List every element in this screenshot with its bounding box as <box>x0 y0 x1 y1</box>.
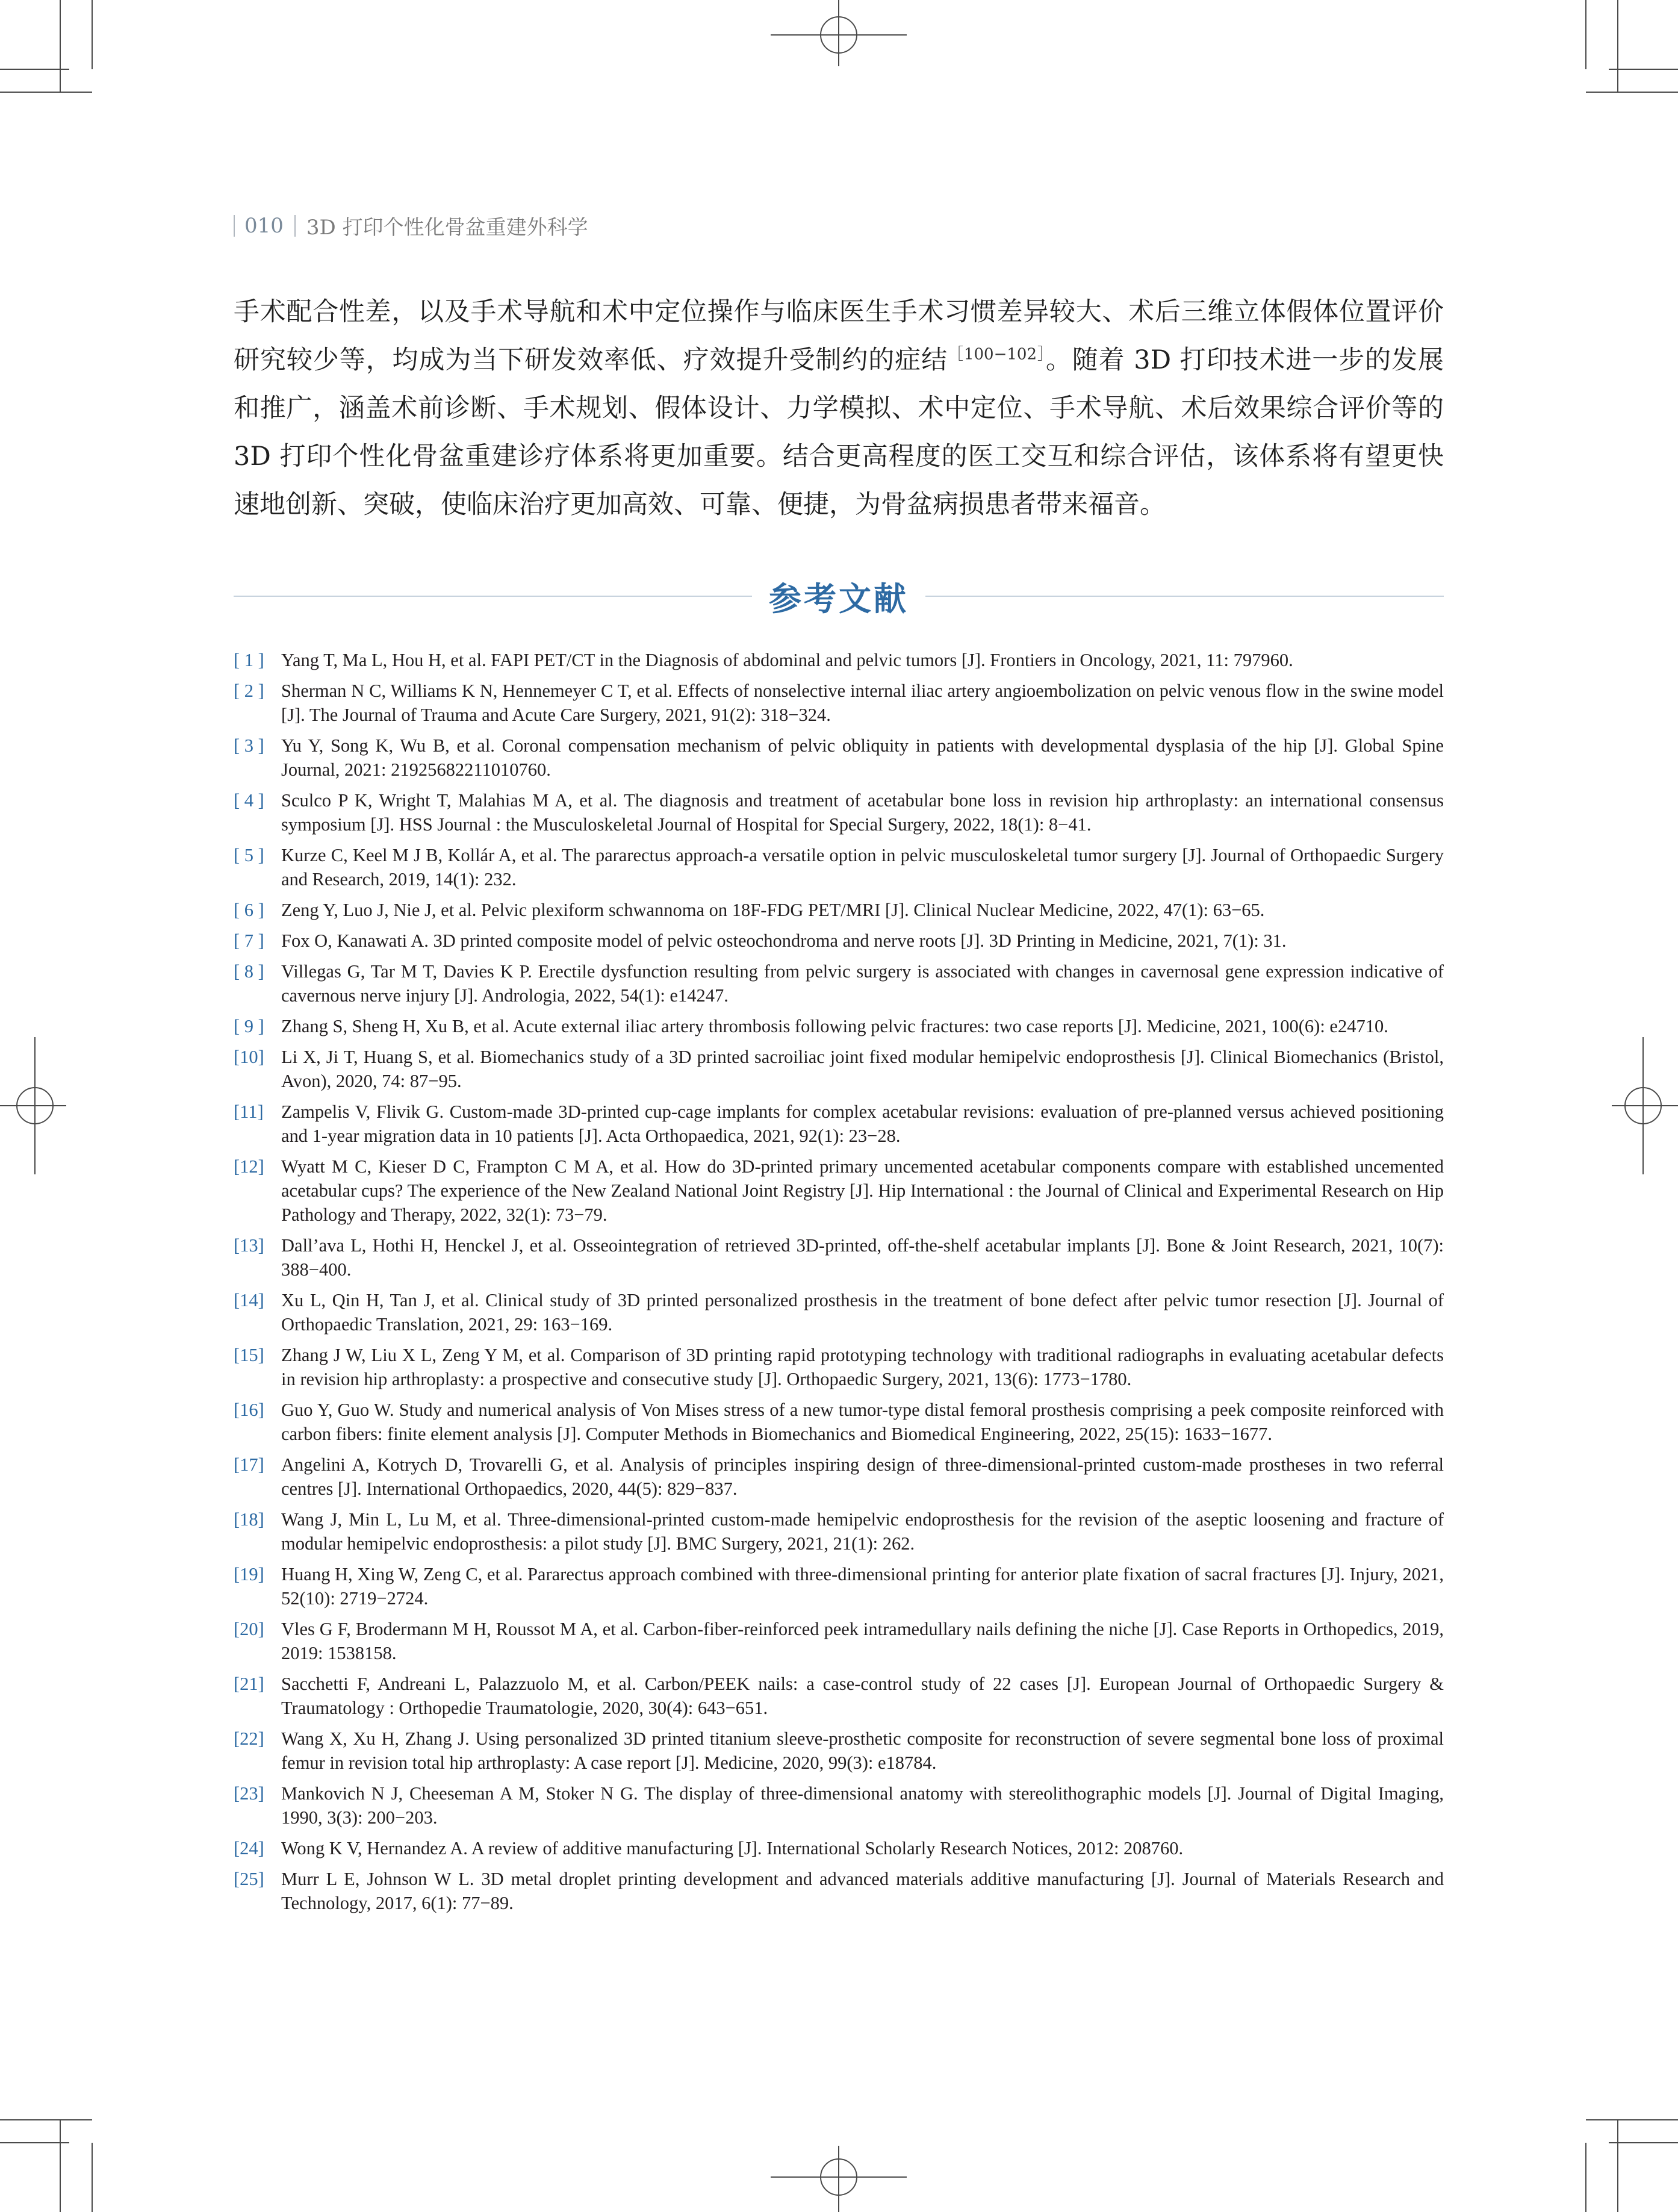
reference-text: Villegas G, Tar M T, Davies K P. Erectile dysfunction resulting from pelvic surgery is associated with changes in cavernosal gene expression indicative of cavernous nerve injury [J]. Andrologia, 2022, 54(1): e14247. <box>281 961 1444 1006</box>
reference-text: Xu L, Qin H, Tan J, et al. Clinical study of 3D printed personalized prosthesis in the treatment of bone defect after pelvic tumor resection [J]. Journal of Orthopaedic Translation, 2021, 29: 163−169. <box>281 1290 1444 1335</box>
reference-text: Sacchetti F, Andreani L, Palazzuolo M, et al. Carbon/PEEK nails: a case-control study of 22 cases [J]. European Journal of Orthopaedic Surgery & Traumatology : Orthopedie Traumatologie, 2020, 30(4): 643−651. <box>281 1674 1444 1718</box>
reference-number: [11] <box>234 1101 264 1122</box>
reference-number: [15] <box>234 1345 264 1365</box>
reference-number: [ 4 ] <box>234 790 264 811</box>
reference-number: [ 9 ] <box>234 1016 264 1036</box>
reference-text: Wyatt M C, Kieser D C, Frampton C M A, et al. How do 3D-printed primary uncemented acetabular components compare with established uncemented acetabular cups? The experience of the New Zealand National Joint Registry [J]. Hip International : the Journal of Clinical and Experimental Research on Hip Pathology and Therapy, 2022, 32(1): 73−79. <box>281 1156 1444 1225</box>
references-heading-row <box>234 572 1444 620</box>
reference-item <box>234 1562 1444 1610</box>
reference-text: Yang T, Ma L, Hou H, et al. FAPI PET/CT in the Diagnosis of abdominal and pelvic tumors [J]. Frontiers in Oncology, 2021, 11: 797960. <box>281 650 1293 670</box>
reference-text: Zhang J W, Liu X L, Zeng Y M, et al. Comparison of 3D printing rapid prototyping technology with traditional radiographs in evaluating acetabular defects in revision hip arthroplasty: a prospective and consecutive study [J]. Orthopaedic Surgery, 2021, 13(6): 1773−1780. <box>281 1345 1444 1389</box>
reference-text: Zeng Y, Luo J, Nie J, et al. Pelvic plexiform schwannoma on 18F-FDG PET/MRI [J]. Clinical Nuclear Medicine, 2022, 47(1): 63−65. <box>281 900 1265 920</box>
reference-number: [25] <box>234 1869 264 1889</box>
reference-number: [21] <box>234 1674 264 1694</box>
reference-number: [18] <box>234 1509 264 1530</box>
reference-text: Angelini A, Kotrych D, Trovarelli G, et al. Analysis of principles inspiring design of three-dimensional-printed custom-made prostheses in two referral centres [J]. International Orthopaedics, 2020, 44(5): 829−837. <box>281 1454 1444 1499</box>
reference-number: [12] <box>234 1156 264 1177</box>
reference-item <box>234 1045 1444 1093</box>
reference-number: [ 7 ] <box>234 930 264 951</box>
reference-item <box>234 1014 1444 1038</box>
reference-number: [ 6 ] <box>234 900 264 920</box>
reference-text: Dall’ava L, Hothi H, Henckel J, et al. Osseointegration of retrieved 3D-printed, off-the-shelf acetabular implants [J]. Bone & Joint Research, 2021, 10(7): 388−400. <box>281 1235 1444 1280</box>
reference-number: [19] <box>234 1564 264 1584</box>
citation-superscript: ［100−102］ <box>948 345 1046 364</box>
reference-text: Wang X, Xu H, Zhang J. Using personalized 3D printed titanium sleeve-prosthetic composite for reconstruction of severe segmental bone loss of proximal femur in revision total hip arthroplasty: A case report [J]. Medicine, 2020, 99(3): e18784. <box>281 1728 1444 1773</box>
paragraph-text: 。随着 3D 打印技术进一步的发展和推广，涵盖术前诊断、手术规划、假体设计、力学模拟、术中定位、手术导航、术后效果综合评价等的 3D 打印个性化骨盆重建诊疗体系将更加重要。结合更高程度的医工交互和综合评估，该体系将有望更快速地创新、突破，使临床治疗更加高效、可靠、便捷，为骨盆病损患者带来福音。 <box>234 345 1444 520</box>
reference-text: Sherman N C, Williams K N, Hennemeyer C T, et al. Effects of nonselective internal iliac artery angioembolization on pelvic venous flow in the swine model [J]. The Journal of Trauma and Acute Care Surgery, 2021, 91(2): 318−324. <box>281 681 1444 725</box>
reference-number: [ 5 ] <box>234 845 264 865</box>
reference-item <box>234 1398 1444 1446</box>
reference-number: [ 3 ] <box>234 735 264 756</box>
reference-item <box>234 1343 1444 1391</box>
reference-item <box>234 1727 1444 1775</box>
reference-number: [16] <box>234 1400 264 1420</box>
reference-item <box>234 788 1444 837</box>
reference-item <box>234 1867 1444 1915</box>
reference-item <box>234 843 1444 891</box>
page-number: 010 <box>244 213 284 238</box>
reference-number: [23] <box>234 1783 264 1804</box>
reference-text: Wang J, Min L, Lu M, et al. Three-dimensional-printed custom-made hemipelvic endoprosthesis for the revision of the aseptic loosening and fracture of modular hemipelvic endoprosthesis: a pilot study [J]. BMC Surgery, 2021, 21(1): 262. <box>281 1509 1444 1554</box>
reference-item <box>234 1617 1444 1665</box>
reference-text: Vles G F, Brodermann M H, Roussot M A, et al. Carbon-fiber-reinforced peek intramedullary nails defining the niche [J]. Case Reports in Orthopedics, 2019, 2019: 1538158. <box>281 1619 1444 1663</box>
reference-number: [20] <box>234 1619 264 1639</box>
reference-text: Kurze C, Keel M J B, Kollár A, et al. The pararectus approach-a versatile option in pelvic musculoskeletal tumor surgery [J]. Journal of Orthopaedic Surgery and Research, 2019, 14(1): 232. <box>281 845 1444 889</box>
reference-text: Sculco P K, Wright T, Malahias M A, et al. The diagnosis and treatment of acetabular bone loss in revision hip arthroplasty: an international consensus symposium [J]. HSS Journal : the Musculoskeletal Journal of Hospital for Special Surgery, 2022, 18(1): 8−41. <box>281 790 1444 835</box>
heading-rule-right <box>925 596 1444 597</box>
reference-item <box>234 679 1444 727</box>
reference-text: Wong K V, Hernandez A. A review of additive manufacturing [J]. International Scholarly Research Notices, 2012: 208760. <box>281 1838 1184 1858</box>
reference-text: Guo Y, Guo W. Study and numerical analysis of Von Mises stress of a new tumor-type distal femoral prosthesis comprising a peek composite reinforced with carbon fibers: finite element analysis [J]. Computer Methods in Biomechanics and Biomedical Engineering, 2022, 25(15): 1633−1677. <box>281 1400 1444 1444</box>
reference-item <box>234 1507 1444 1556</box>
reference-item <box>234 648 1444 672</box>
reference-text: Li X, Ji T, Huang S, et al. Biomechanics study of a 3D printed sacroiliac joint fixed modular hemipelvic endoprosthesis [J]. Clinical Biomechanics (Bristol, Avon), 2020, 74: 87−95. <box>281 1047 1444 1091</box>
reference-number: [ 8 ] <box>234 961 264 982</box>
reference-number: [ 2 ] <box>234 681 264 701</box>
reference-number: [22] <box>234 1728 264 1749</box>
reference-text: Zhang S, Sheng H, Xu B, et al. Acute external iliac artery thrombosis following pelvic fractures: two case reports [J]. Medicine, 2021, 100(6): e24710. <box>281 1016 1388 1036</box>
reference-item <box>234 959 1444 1008</box>
paragraph-text: 手术配合性差，以及手术导航和术中定位操作与临床医生手术习惯差异较大、术后三维立体假体位置评价研究较少等，均成为当下研发效率低、疗效提升受制约的症结 <box>234 297 1444 375</box>
reference-list <box>234 648 1444 1922</box>
reference-item <box>234 1453 1444 1501</box>
reference-item <box>234 898 1444 922</box>
reference-number: [13] <box>234 1235 264 1256</box>
reference-number: [14] <box>234 1290 264 1310</box>
running-header <box>234 211 588 240</box>
reference-text: Fox O, Kanawati A. 3D printed composite model of pelvic osteochondroma and nerve roots [J]. 3D Printing in Medicine, 2021, 7(1): 31. <box>281 930 1287 951</box>
heading-rule-left <box>234 596 752 597</box>
reference-text: Yu Y, Song K, Wu B, et al. Coronal compensation mechanism of pelvic obliquity in patients with developmental dysplasia of the hip [J]. Global Spine Journal, 2021: 21925682211010760. <box>281 735 1444 780</box>
reference-item <box>234 1100 1444 1148</box>
reference-item <box>234 734 1444 782</box>
reference-text: Huang H, Xing W, Zeng C, et al. Pararectus approach combined with three-dimensional printing for anterior plate fixation of sacral fractures [J]. Injury, 2021, 52(10): 2719−2724. <box>281 1564 1444 1609</box>
reference-item <box>234 929 1444 953</box>
reference-item <box>234 1781 1444 1830</box>
reference-item <box>234 1288 1444 1336</box>
reference-text: Murr L E, Johnson W L. 3D metal droplet printing development and advanced materials additive manufacturing [J]. Journal of Materials Research and Technology, 2017, 6(1): 77−89. <box>281 1869 1444 1913</box>
body-paragraph <box>234 288 1444 529</box>
reference-text: Mankovich N J, Cheeseman A M, Stoker N G. The display of three-dimensional anatomy with stereolithographic models [J]. Journal of Digital Imaging, 1990, 3(3): 200−203. <box>281 1783 1444 1828</box>
book-title: 3D 打印个性化骨盆重建外科学 <box>306 216 588 240</box>
reference-text: Zampelis V, Flivik G. Custom-made 3D-printed cup-cage implants for complex acetabular revisions: evaluation of pre-planned versus achieved positioning and 1-year migration data in 10 patients [J]. Acta Orthopaedica, 2021, 92(1): 23−28. <box>281 1101 1444 1146</box>
reference-item <box>234 1154 1444 1227</box>
reference-number: [17] <box>234 1454 264 1475</box>
references-title: 参考文献 <box>769 579 909 618</box>
header-divider <box>294 215 296 237</box>
reference-item <box>234 1672 1444 1720</box>
reference-number: [ 1 ] <box>234 650 264 670</box>
header-divider <box>234 215 235 237</box>
reference-item <box>234 1836 1444 1860</box>
reference-number: [24] <box>234 1838 264 1858</box>
reference-number: [10] <box>234 1047 264 1067</box>
reference-item <box>234 1233 1444 1282</box>
